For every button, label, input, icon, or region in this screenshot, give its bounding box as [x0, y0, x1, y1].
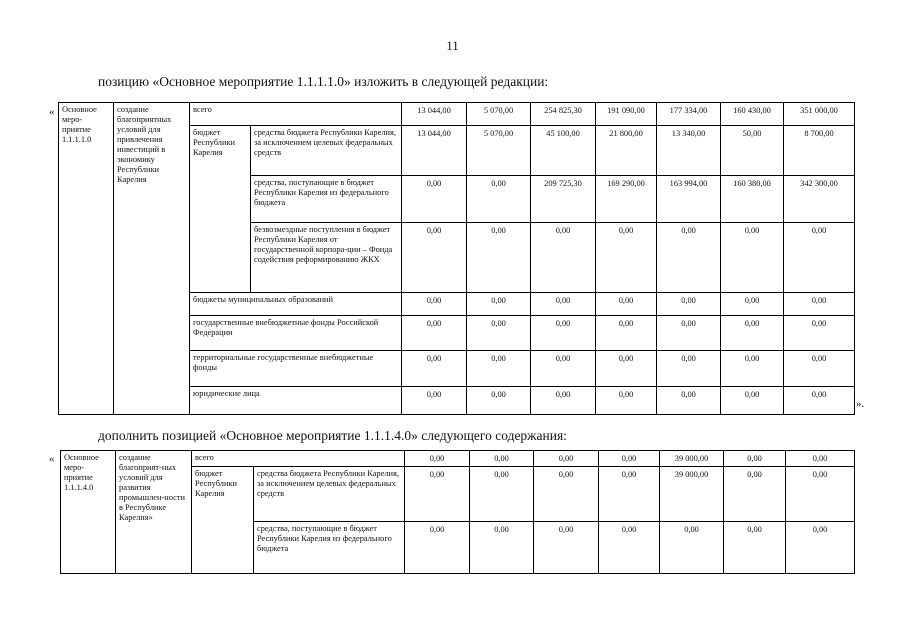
amount-cell: 169 290,00 [596, 176, 657, 223]
activity-goal-cell: создание благоприятных условий для привлечения инвестиций в экономику Республики Карелия [114, 103, 190, 415]
budget-group-cell: бюджет Республики Карелия [192, 467, 254, 574]
amount-cell: 0,00 [721, 293, 784, 316]
table-row [59, 103, 855, 126]
amount-cell: 0,00 [402, 293, 467, 316]
amount-cell: 0,00 [786, 451, 855, 467]
amount-cell: 351 000,00 [784, 103, 855, 126]
amount-cell: 0,00 [721, 223, 784, 293]
amount-cell: 0,00 [599, 451, 660, 467]
amount-cell: 21 800,00 [596, 126, 657, 176]
amount-cell: 0,00 [402, 351, 467, 387]
amount-cell: 0,00 [724, 467, 786, 522]
amount-cell: 0,00 [784, 316, 855, 351]
amount-cell: 0,00 [599, 467, 660, 522]
funding-source-label: средства бюджета Республики Карелия, за исключением целевых федеральных средств [254, 467, 405, 522]
amount-cell: 0,00 [784, 293, 855, 316]
amount-cell: 0,00 [470, 451, 534, 467]
amount-cell: 0,00 [724, 522, 786, 574]
amount-cell: 13 044,00 [402, 126, 467, 176]
amount-cell: 5 070,00 [467, 126, 531, 176]
amount-cell: 0,00 [467, 316, 531, 351]
amount-cell: 0,00 [405, 467, 470, 522]
amount-cell: 0,00 [531, 351, 596, 387]
funding-source-label: средства, поступающие в бюджет Республики Карелия из федерального бюджета [254, 522, 405, 574]
amount-cell: 0,00 [467, 176, 531, 223]
amount-cell: 191 090,00 [596, 103, 657, 126]
amount-cell: 0,00 [784, 387, 855, 415]
budget-group-cell: бюджет Республики Карелия [190, 126, 251, 293]
amount-cell: 0,00 [657, 223, 721, 293]
amount-cell: 177 334,00 [657, 103, 721, 126]
amount-cell: 342 300,00 [784, 176, 855, 223]
amount-cell: 0,00 [657, 387, 721, 415]
amount-cell: 13 340,00 [657, 126, 721, 176]
funding-source-label: всего [192, 451, 405, 467]
amount-cell: 0,00 [657, 293, 721, 316]
amount-cell: 0,00 [534, 467, 599, 522]
amount-cell: 0,00 [402, 387, 467, 415]
amount-cell: 0,00 [531, 316, 596, 351]
funding-table-2 [60, 450, 855, 574]
amount-cell: 0,00 [786, 467, 855, 522]
amount-cell: 0,00 [786, 522, 855, 574]
amount-cell: 50,00 [721, 126, 784, 176]
amount-cell: 163 994,00 [657, 176, 721, 223]
quote-close-1: ». [856, 398, 865, 410]
funding-source-label: государственные внебюджетные фонды Российской Федерации [190, 316, 402, 351]
amount-cell: 0,00 [402, 316, 467, 351]
amount-cell: 254 825,30 [531, 103, 596, 126]
amount-cell: 0,00 [402, 223, 467, 293]
amount-cell: 0,00 [405, 451, 470, 467]
funding-source-label: территориальные государственные внебюджетные фонды [190, 351, 402, 387]
table-row [61, 451, 855, 467]
amount-cell: 0,00 [784, 223, 855, 293]
quote-open-1: « [49, 106, 55, 118]
funding-source-label: юридические лица [190, 387, 402, 415]
funding-source-label: безвозмездные поступления в бюджет Республики Карелия от государственной корпора-ции – Фонда содействия реформированию ЖКХ [251, 223, 402, 293]
amount-cell: 45 100,00 [531, 126, 596, 176]
activity-name-cell: Основное меро-приятие 1.1.1.1.0 [59, 103, 114, 415]
page-number: 11 [446, 38, 459, 53]
activity-goal-cell: создание благоприят-ных условий для развития промышлен-ности в Республике Карелия» [116, 451, 192, 574]
amount-cell: 0,00 [467, 351, 531, 387]
amount-cell: 0,00 [596, 316, 657, 351]
funding-source-label: всего [190, 103, 402, 126]
amount-cell: 0,00 [470, 467, 534, 522]
amount-cell: 5 070,00 [467, 103, 531, 126]
amount-cell: 0,00 [467, 387, 531, 415]
amount-cell: 0,00 [660, 522, 724, 574]
amendment-heading-1: позицию «Основное мероприятие 1.1.1.1.0» изложить в следующей редакции: [98, 74, 549, 89]
amount-cell: 0,00 [405, 522, 470, 574]
amount-cell: 0,00 [531, 223, 596, 293]
amount-cell: 0,00 [657, 316, 721, 351]
funding-source-label: средства, поступающие в бюджет Республики Карелия из федерального бюджета [251, 176, 402, 223]
amount-cell: 0,00 [470, 522, 534, 574]
amount-cell: 0,00 [531, 387, 596, 415]
amendment-heading-2: дополнить позицией «Основное мероприятие 1.1.1.4.0» следующего содержания: [98, 428, 567, 443]
amount-cell: 0,00 [534, 522, 599, 574]
amount-cell: 39 000,00 [660, 451, 724, 467]
amount-cell: 0,00 [784, 351, 855, 387]
amount-cell: 0,00 [596, 387, 657, 415]
amount-cell: 0,00 [596, 351, 657, 387]
amount-cell: 0,00 [534, 451, 599, 467]
amount-cell: 13 044,00 [402, 103, 467, 126]
amount-cell: 0,00 [596, 293, 657, 316]
amount-cell: 0,00 [657, 351, 721, 387]
quote-open-2: « [49, 453, 55, 465]
amount-cell: 0,00 [596, 223, 657, 293]
amount-cell: 209 725,30 [531, 176, 596, 223]
funding-source-label: средства бюджета Республики Карелия, за исключением целевых федеральных средств [251, 126, 402, 176]
amount-cell: 160 430,00 [721, 103, 784, 126]
funding-source-label: бюджеты муниципальных образований [190, 293, 402, 316]
amount-cell: 0,00 [467, 223, 531, 293]
funding-table-1 [58, 102, 855, 415]
amount-cell: 0,00 [721, 316, 784, 351]
amount-cell: 8 700,00 [784, 126, 855, 176]
amount-cell: 0,00 [721, 351, 784, 387]
amount-cell: 0,00 [599, 522, 660, 574]
amount-cell: 0,00 [467, 293, 531, 316]
amount-cell: 160 380,00 [721, 176, 784, 223]
amount-cell: 0,00 [402, 176, 467, 223]
activity-name-cell: Основное меро-приятие 1.1.1.4.0 [61, 451, 116, 574]
amount-cell: 39 000,00 [660, 467, 724, 522]
amount-cell: 0,00 [721, 387, 784, 415]
amount-cell: 0,00 [724, 451, 786, 467]
amount-cell: 0,00 [531, 293, 596, 316]
